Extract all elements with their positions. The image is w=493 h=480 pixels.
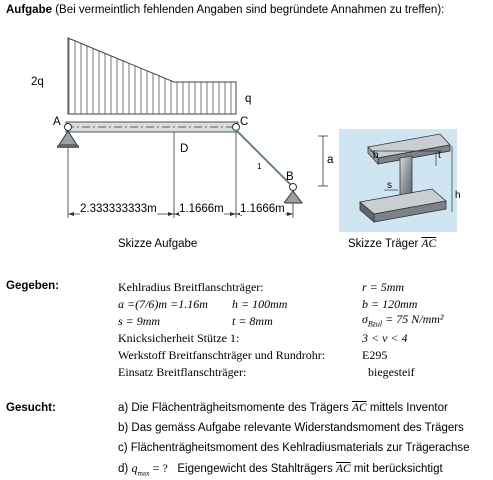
task-title: Aufgabe: [6, 4, 52, 16]
load-label-right: q: [245, 93, 252, 105]
point-a-label: A: [53, 116, 61, 128]
given-row-3-b: t = 8mm: [232, 314, 273, 328]
profile-s-label: s: [387, 180, 392, 191]
given-row-3-right: $\sigma_{Bzul} = 75$ N/mm²: [362, 312, 444, 329]
rod-1: [236, 130, 292, 186]
given-row-6-right: biegesteif: [368, 365, 415, 379]
caption-bar: $\overline{AC}$: [421, 238, 437, 250]
point-d-label: D: [180, 143, 189, 155]
wanted-a: a) Die Flächenträgheitsmomente des Trägers $\overline{AC}$ mittels Inventor: [118, 402, 448, 414]
given-row-6-left: Einsatz Breitflanschträger:: [118, 365, 247, 379]
given-row-5-left: Werkstoff Breitfanschträger und Rundrohr:: [118, 348, 326, 362]
task-note: (Bei vermeintlich fehlenden Angaben sind begründete Annahmen zu treffen):: [55, 4, 445, 16]
profile-h-label: h: [455, 190, 461, 201]
given-row-1-left: Kehlradius Breitflanschträger:: [118, 280, 264, 294]
given-row-1-right: r = 5mm: [362, 280, 405, 294]
wanted-b: b) Das gemäss Aufgabe relevante Widerstandsmoment des Trägers: [118, 422, 464, 434]
profile-t-label: t: [438, 150, 441, 161]
support-b: [284, 191, 302, 203]
wanted-d: d) $q_{max}$ = ? Eigengewicht des Stahlträgers $\overline{AC}$ mit berücksichtigt: [118, 461, 443, 478]
wanted-label: Gesucht:: [6, 402, 56, 414]
dimension-cb: 1.1666m: [240, 203, 285, 215]
point-b-label: B: [286, 171, 294, 183]
hinge-a: [65, 124, 72, 131]
caption-left: Skizze Aufgabe: [118, 238, 198, 250]
given-row-2-b: h = 100mm: [232, 297, 288, 311]
rod-number-label: 1: [257, 162, 262, 171]
dimension-dc: 1.1666m: [179, 203, 224, 215]
caption-right: Skizze Träger $\overline{AC}$: [348, 238, 437, 250]
distributed-load: [68, 38, 236, 114]
profile-b-label: b: [373, 150, 379, 161]
dimension-a-label: a: [327, 154, 334, 166]
hinge-c: [233, 124, 240, 131]
given-row-4-left: Knicksicherheit Stütze 1:: [118, 331, 240, 345]
given-row-3-a: s = 9mm: [118, 314, 161, 328]
given-row-4-right: 3 < ν < 4: [362, 331, 408, 345]
given-row-2-a: a =(7/6)m =1.16m: [118, 297, 208, 311]
support-a: [59, 131, 77, 145]
wanted-c: c) Flächenträgheitsmoment des Kehlradiusmaterials zur Trägerachse: [118, 442, 470, 454]
dimension-ad: 2.333333333m: [80, 203, 157, 215]
given-row-2-right: b = 120mm: [362, 297, 418, 311]
given-label: Gegeben:: [6, 280, 60, 292]
hinge-b: [290, 184, 297, 191]
given-row-5-right: E295: [362, 348, 388, 362]
point-c-label: C: [240, 116, 249, 128]
load-label-left: 2q: [31, 76, 44, 88]
